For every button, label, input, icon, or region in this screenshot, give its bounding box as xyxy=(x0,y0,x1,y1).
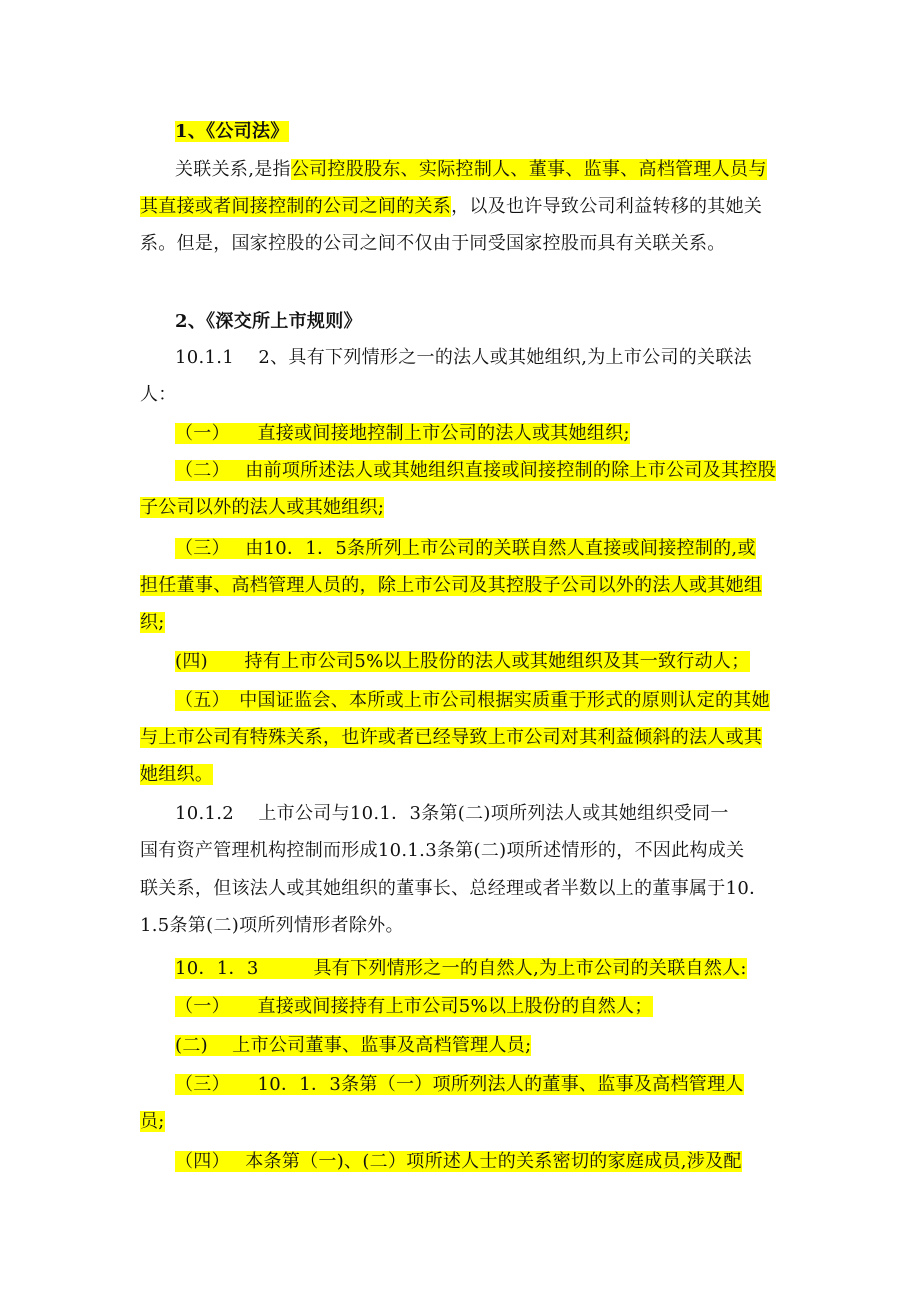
highlighted-text: （一） 直接或间接地控制上市公司的法人或其她组织; xyxy=(175,423,630,444)
natural-item-2 xyxy=(175,1032,531,1060)
highlighted-text: （二） 由前项所述法人或其她组织直接或间接控制的除上市公司及其控股 xyxy=(175,460,776,481)
section-1-paragraph-line-1 xyxy=(175,156,767,184)
highlighted-text: 公司控股股东、实际控制人、董事、监事、高档管理人员与 xyxy=(290,159,767,180)
section-2-heading xyxy=(175,308,362,336)
article-10-1-2-line-1 xyxy=(175,800,729,828)
article-10-1-2-line-4 xyxy=(140,912,404,940)
section-2-heading-text: 2、《深交所上市规则》 xyxy=(175,311,362,332)
natural-item-3-line-1 xyxy=(175,1071,744,1099)
highlighted-text: 与上市公司有特殊关系，也许或者已经导致上市公司对其利益倾斜的法人或其 xyxy=(140,727,763,748)
natural-item-3-line-2 xyxy=(140,1108,165,1136)
highlighted-text: （三） 由10．1．5条所列上市公司的关联自然人直接或间接控制的,或 xyxy=(175,538,756,559)
text-segment: 系。但是，国家控股的公司之间不仅由于同受国家控股而具有关联关系。 xyxy=(140,233,726,254)
highlighted-text: （三） 10．1．3条第（一）项所列法人的董事、监事及高档管理人 xyxy=(175,1074,744,1095)
highlighted-text: 子公司以外的法人或其她组织; xyxy=(140,497,385,518)
legal-item-5-line-1 xyxy=(175,687,770,715)
text-segment: 10.1.2 上市公司与10.1．3条第(二)项所列法人或其她组织受同一 xyxy=(175,803,729,824)
highlighted-text: （五） 中国证监会、本所或上市公司根据实质重于形式的原则认定的其她 xyxy=(175,690,770,711)
highlighted-text: （一） 直接或间接持有上市公司5%以上股份的自然人； xyxy=(175,996,653,1017)
legal-item-4 xyxy=(175,648,750,676)
text-segment: 10.1.1 2、具有下列情形之一的法人或其她组织,为上市公司的关联法 xyxy=(175,347,752,368)
section-1-paragraph-line-3 xyxy=(140,230,726,258)
article-10-1-3-line-1 xyxy=(175,955,747,983)
natural-item-1 xyxy=(175,993,653,1021)
highlighted-text: (四) 持有上市公司5%以上股份的法人或其她组织及其一致行动人； xyxy=(175,651,750,672)
legal-item-5-line-2 xyxy=(140,724,762,752)
legal-item-2-line-2 xyxy=(140,494,384,522)
legal-item-3-line-2 xyxy=(140,572,762,600)
highlighted-text: （四） 本条第（一)、(二）项所述人士的关系密切的家庭成员,涉及配 xyxy=(175,1151,742,1172)
natural-item-4-line-1 xyxy=(175,1148,742,1176)
section-1-heading-text: 1、《公司法》 xyxy=(175,121,289,142)
highlighted-text: 担任董事、高档管理人员的，除上市公司及其控股子公司以外的法人或其她组 xyxy=(140,575,763,596)
highlighted-text: 她组织。 xyxy=(140,764,214,785)
highlighted-text: (二) 上市公司董事、监事及高档管理人员; xyxy=(175,1035,532,1056)
legal-item-3-line-3 xyxy=(140,609,165,637)
highlighted-text: 其直接或者间接控制的公司之间的关系 xyxy=(140,196,452,217)
text-segment: 1.5条第(二)项所列情形者除外。 xyxy=(140,915,404,936)
text-segment: 关联关系,是指 xyxy=(175,159,291,180)
article-10-1-2-line-3 xyxy=(140,875,767,903)
legal-item-3-line-1 xyxy=(175,535,756,563)
article-10-1-1-line-2 xyxy=(140,381,177,409)
text-segment: 人： xyxy=(140,384,177,405)
text-segment: 联关系，但该法人或其她组织的董事长、总经理或者半数以上的董事属于10． xyxy=(140,878,768,899)
article-10-1-1-line-1 xyxy=(175,344,752,372)
text-segment: 国有资产管理机构控制而形成10.1.3条第(二)项所述情形的，不因此构成关 xyxy=(140,840,745,861)
legal-item-5-line-3 xyxy=(140,761,213,789)
highlighted-text: 10．1．3 具有下列情形之一的自然人,为上市公司的关联自然人: xyxy=(175,958,747,979)
text-segment: ，以及也许导致公司利益转移的其她关 xyxy=(451,196,763,217)
section-1-heading xyxy=(175,118,289,146)
highlighted-text: 织; xyxy=(140,612,165,633)
highlighted-text: 员; xyxy=(140,1111,165,1132)
legal-item-1 xyxy=(175,420,630,448)
legal-item-2-line-1 xyxy=(175,457,776,485)
section-1-paragraph-line-2 xyxy=(140,193,762,221)
article-10-1-2-line-2 xyxy=(140,837,744,865)
